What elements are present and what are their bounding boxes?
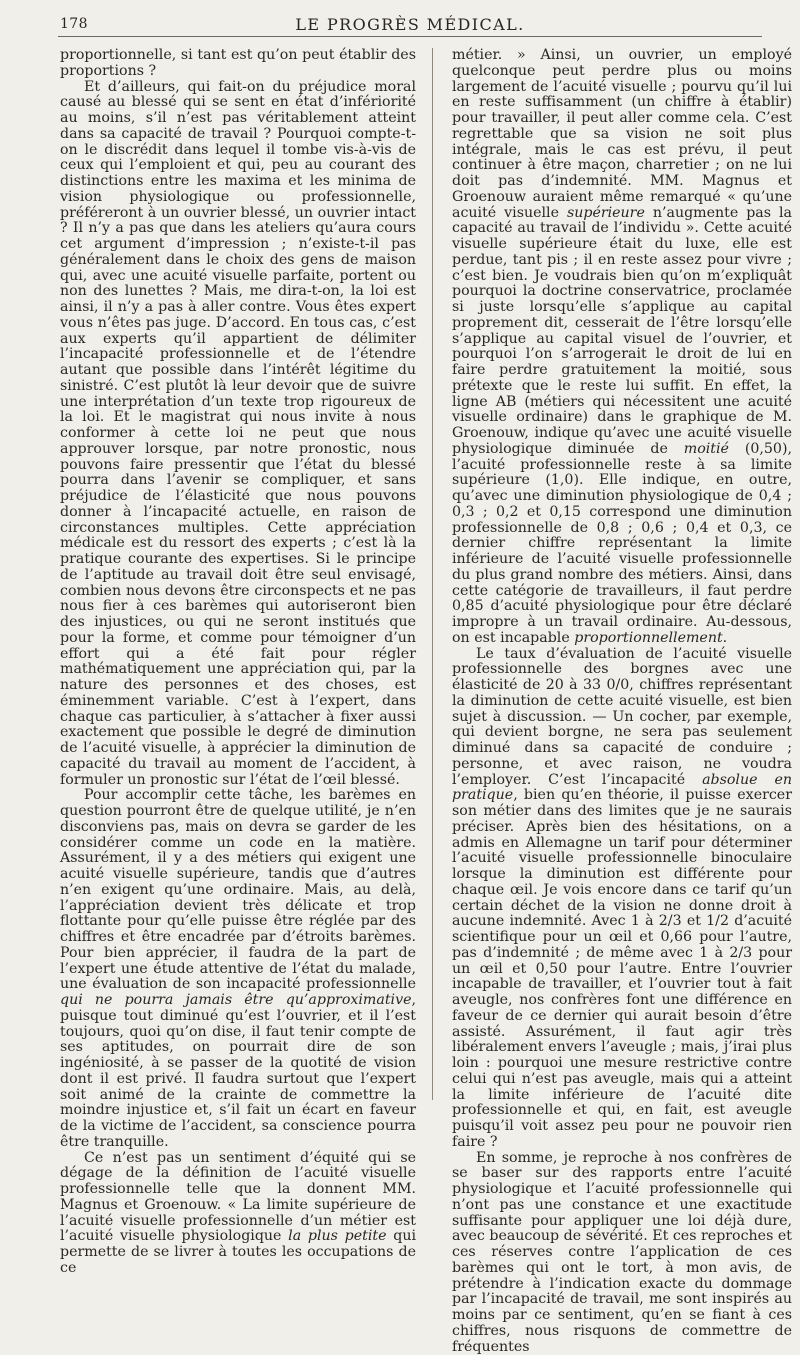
left-column: [60, 48, 416, 1277]
page-header: [58, 10, 762, 37]
text-run: (0,50), l’acuité professionnelle reste à sa limite supérieure (1,0). Elle indique, en outre, qu’avec une diminution physiologique de 0,4 ; 0,3 ; 0,2 et 0,15 correspond une diminution professionnelle de 0,8 ; 0,6 ; 0,4 et 0,3, ce dernier chiffre représentant la limite inférieure de l’acuité visuelle professionnelle du plus grand nombre des métiers. Ainsi, dans cette catégorie de travailleurs, il faut perdre 0,85 d’acuité physiologique pour être déclaré impropre à un travail ordinaire. Au-dessous, on est incapable: [452, 441, 792, 646]
paragraph: [60, 1151, 416, 1277]
text-run: métier. » Ainsi, un ouvrier, un employé quelconque peut perdre plus ou moins largement de l’acuité visuelle ; pourvu qu’il lui en reste suffisamment (un chiffre à établir) pour travailler, il peut aller comme cela. C’est regrettable que sa vision ne soit plus intégrale, mais le cas est prévu, il peut continuer à être maçon, charretier ; on ne lui doit pas d’indemnité. MM. Magnus et Groenouw auraient même remarqué « qu’une acuité visuelle: [452, 47, 792, 221]
page-number: 178: [60, 16, 88, 32]
emphasis: proportionnellement: [574, 630, 722, 646]
paragraph: [60, 788, 416, 1150]
emphasis: supérieure: [567, 205, 645, 221]
text-run: Le taux d’évaluation de l’acuité visuelle professionnelle des borgnes avec une élasticité de 20 à 33 0/0, chiffres représentant la diminution de cette acuité visuelle, est bien sujet à discussion. — Un cocher, par exemple, qui devient borgne, ne sera pas seulement diminué dans sa capacité de conduire ; personne, et avec raison, ne voudra l’employer. C’est l’incapacité: [452, 646, 792, 788]
text-run: Pour accomplir cette tâche, les barèmes en question pourront être de quelque utilité, je n’en disconviens pas, mais on devra se garder de les considérer comme un code en la matière. Assurément, il y a des métiers qui exigent une acuité visuelle supérieure, tandis que d’autres n’en exigent qu’une ordinaire. Mais, au delà, l’appréciation devient très délicate et trop flottante pour qu’elle puisse être réglée par des chiffres et être encadrée par d’étroits barèmes. Pour bien apprécier, il faudra de la part de l’expert une étude attentive de l’état du malade, une évaluation de son incapacité professionnelle: [60, 787, 416, 992]
emphasis: absolue en pratique: [452, 772, 792, 804]
paragraph: Et d’ailleurs, qui fait-on du préjudice moral causé au blessé qui se sent en état d’infériorité au moins, s’il n’est pas véritablement atteint dans sa capacité de travail ? Pourquoi compte-t-on le discrédit dans lequel il tombe vis-à-vis de ceux qui l’emploient et qui, peu au courant des distinctions entre les maxima et les minima de vision physiologique ou professionnelle, préféreront à un ouvrier blessé, un ouvrier intact ? Il n’y a pas que dans les ateliers qu’aura cours cet argument d’impression ; n’existe-t-il pas généralement dans le choix des gens de maison qui, avec une acuité visuelle parfaite, portent ou non des lunettes ? Mais, me dira-t-on, la loi est ainsi, il n’y a pas à aller contre. Vous êtes expert vous n’êtes pas juge. D’accord. En tous cas, c’est aux experts qu’il appartient de délimiter l’incapacité professionnelle et de l’étendre autant que possible dans l’intérêt légitime du sinistré. C’est plutôt là leur devoir que de suivre une interprétation d’un texte trop rigoureux de la loi. Et le magistrat qui nous invite à nous conformer à cette loi ne peut que nous approuver lorsque, par notre pronostic, nous pouvons faire pressentir que l’état du blessé pourra dans l’avenir se compliquer, et sans préjudice de l’élasticité que nous pouvons donner à l’incapacité actuelle, en raison de circonstances multiples. Cette appréciation médicale est du ressort des experts ; c’est là la pratique courante des expertises. Si le principe de l’aptitude au travail doit être seul envisagé, combien nous devons être circonspects et ne pas nous fier à ces barèmes qui autoriseront bien des injustices, ou qui ne seront institués que pour la forme, et comme pour témoigner d’un effort qui a été fait pour régler mathématiquement une appréciation qui, par la nature des personnes et des choses, est éminemment variable. C’est à l’expert, dans chaque cas particulier, à s’attacher à fixer aussi exactement que possible le degré de diminution de l’acuité visuelle, à apprécier la diminution de capacité du travail au moment de l’accident, à formuler un pronostic sur l’état de l’œil blessé.: [60, 80, 416, 789]
paragraph: [452, 48, 792, 647]
text-run: .: [723, 630, 728, 646]
paragraph: proportionnelle, si tant est qu’on peut établir des proportions ?: [60, 48, 416, 80]
paragraph: [452, 647, 792, 1151]
emphasis: la plus petite: [288, 1228, 386, 1244]
text-run: Ce n’est pas un sentiment d’équité qui se dégage de la définition de l’acuité visuelle professionnelle telle que la donnent MM. Magnus et Groenouw. « La limite supérieure de l’acuité visuelle professionnelle d’un métier est l’acuité visuelle physiologique: [60, 1150, 416, 1245]
right-column: [452, 48, 792, 1355]
text-run: , puisque tout diminué qu’est l’ouvrier, et il l’est toujours, quoi qu’on dise, il faut tenir compte de ses aptitudes, on pourrait dire de son ingéniosité, à se passer de la quotité de vision dont il est privé. Il faudra surtout que l’expert soit animé de la crainte de commettre la moindre injustice et, s’il fait un écart en faveur de la victime de l’accident, sa conscience pourra être tranquille.: [60, 992, 416, 1150]
paragraph: En somme, je reproche à nos confrères de se baser sur des rapports entre l’acuité physiologique et l’acuité professionnelle qui n’ont pas une constance et une exactitude suffisante pour appliquer une loi déjà dure, avec beaucoup de sévérité. Et ces reproches et ces réserves contre l’application de ces barèmes qui ont le tort, à mon avis, de prétendre à l’indication exacte du dommage par l’incapacité de travail, me sont inspirés au moins par ce sentiment, qu’en se fiant à ces chiffres, nous risquons de commettre de fréquentes: [452, 1151, 792, 1355]
text-run: qui permette de se livrer à toutes les occupations de ce: [60, 1228, 416, 1276]
text-run: n’augmente pas la capacité au travail de l’individu ». Cette acuité visuelle supérieure était du luxe, elle est perdue, tant pis ; il en reste assez pour vivre ; c’est bien. Je voudrais bien qu’on m’expliquât pourquoi la doctrine conservatrice, proclamée si juste lorsqu’elle s’applique au capital proprement dit, cesserait de l’être lorsqu’elle s’applique au capital visuel de l’ouvrier, et pourquoi l’on s’arrogerait le droit de lui en faire perdre gratuitement la moitié, sous prétexte que le reste lui suffit. En effet, la ligne AB (métiers qui nécessitent une acuité visuelle ordinaire) dans le graphique de M. Groenouw, indique qu’avec une acuité visuelle physiologique diminuée de: [452, 205, 792, 457]
emphasis: moitié: [684, 441, 729, 457]
column-divider: [432, 48, 433, 1100]
emphasis: qui ne pourra jamais être qu’approximative: [60, 992, 411, 1008]
journal-title: LE PROGRÈS MÉDICAL.: [58, 15, 762, 34]
text-run: , bien qu’en théorie, il puisse exercer son métier dans des limites que je ne saurais préciser. Après bien des hésitations, on a admis en Allemagne un tarif pour déterminer l’acuité visuelle professionnelle binoculaire lorsque la diminution est différente pour chaque œil. Je vois encore dans ce tarif qu’un certain déchet de la vision ne donne droit à aucune indemnité. Avec 1 à 2/3 et 1/2 d’acuité scientifique pour un œil et 0,66 pour l’autre, pas d’indemnité ; de même avec 1 à 2/3 pour un œil et 0,50 pour l’autre. Entre l’ouvrier incapable de travailler, et l’ouvrier tout à fait aveugle, nos confrères font une différence en faveur de ce dernier qui aurait besoin d’être assisté. Assurément, il faut agir très libéralement envers l’aveugle ; mais, j’irai plus loin : pourquoi une mesure restrictive contre celui qui n’est pas aveugle, mais qui a atteint la limite inférieure de l’acuité dite professionnelle et qui, en fait, est aveugle puisqu’il voit assez peu pour ne pouvoir rien faire ?: [452, 787, 792, 1150]
